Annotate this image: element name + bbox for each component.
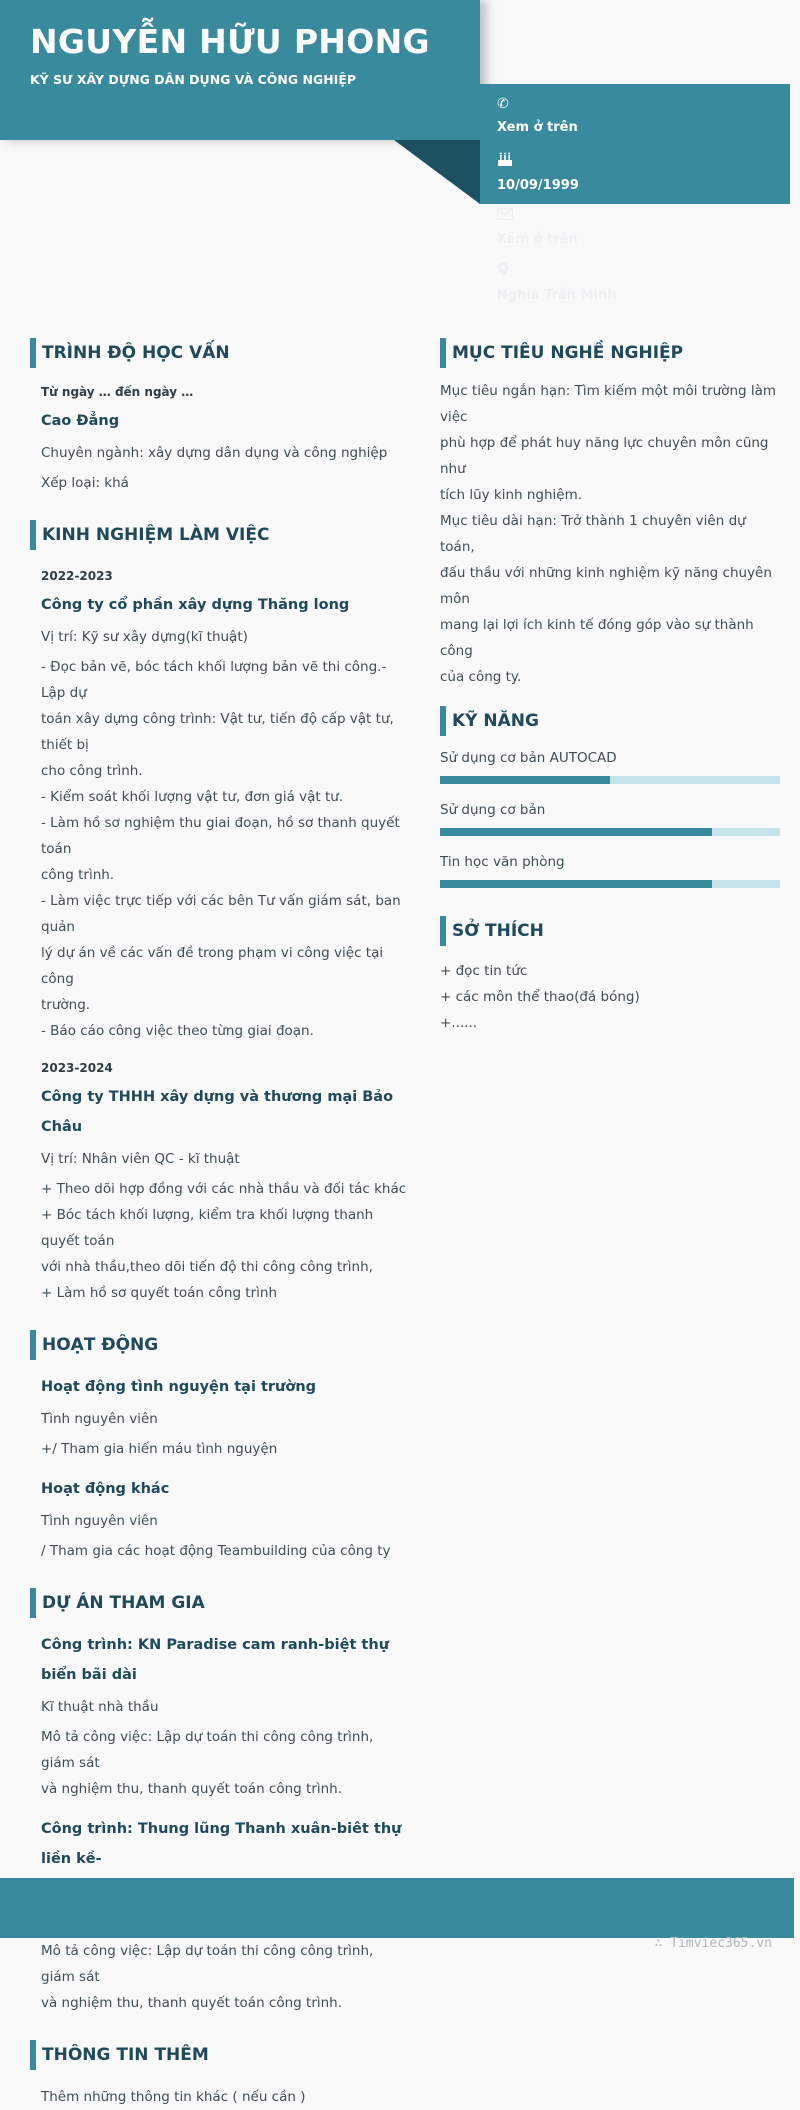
skill-item xyxy=(440,798,780,836)
header-banner xyxy=(0,0,480,140)
watermark: ∴ Timviec365.vn xyxy=(654,1936,772,1951)
additional-info-text: Thêm những thông tin khác ( nếu cần ) xyxy=(41,2089,306,2105)
right-column xyxy=(440,338,780,1036)
education-grade: Xếp loại: khá xyxy=(41,475,129,491)
activity-role: Tình nguyên viên xyxy=(41,1411,158,1427)
project-title: Công trình: KN Paradise cam ranh-biệt thự biển bãi dài xyxy=(41,1637,390,1683)
skills-section xyxy=(440,706,780,888)
hobbies-section xyxy=(440,916,780,1036)
job-company: Công ty THHH xây dựng và thương mại Bảo Châu xyxy=(41,1089,394,1135)
job-duty-line: trường. xyxy=(41,997,91,1013)
job-duty-line: + Làm hồ sơ quyết toán công trình xyxy=(41,1285,278,1301)
candidate-name: NGUYỄN HỮU PHONG xyxy=(30,22,430,61)
activity-role: Tình nguyên viên xyxy=(41,1513,158,1529)
job-company: Công ty cổ phần xây dựng Thăng long xyxy=(41,597,350,613)
objective-line: tích lũy kinh nghiệm. xyxy=(440,487,583,503)
activity-entry xyxy=(30,1372,410,1462)
objective-text xyxy=(440,378,780,690)
job-duty-line: + Bóc tách khối lượng, kiểm tra khối lượng thanh quyết toán xyxy=(41,1207,374,1249)
contact-address xyxy=(497,262,617,304)
job-duty-line: + Theo dõi hợp đồng với các nhà thầu và đối tác khác xyxy=(41,1181,407,1197)
skill-name: Sử dụng cơ bản xyxy=(440,802,546,818)
activity-desc: / Tham gia các hoạt động Teambuilding của công ty xyxy=(41,1543,391,1559)
project-desc-line: Mô tả công việc: Lập dự toán thi công công trình, giám sát xyxy=(41,1729,374,1771)
birthday-cake-icon xyxy=(497,152,579,170)
education-major: Chuyên ngành: xây dựng dân dụng và công nghiệp xyxy=(41,445,388,461)
job-period: 2022-2023 xyxy=(41,569,113,583)
section-heading: HOẠT ĐỘNG xyxy=(30,1330,410,1360)
section-heading: KINH NGHIỆM LÀM VIỆC xyxy=(30,520,410,550)
project-desc-line: và nghiệm thu, thanh quyết toán công trình. xyxy=(41,1995,343,2011)
job-entry xyxy=(30,566,410,1044)
section-heading: THÔNG TIN THÊM xyxy=(30,2040,410,2070)
footer-bar xyxy=(0,1878,794,1938)
skill-bar xyxy=(440,828,780,836)
job-duty-line: - Kiểm soát khối lượng vật tư, đơn giá vật tư. xyxy=(41,789,344,805)
job-duty-line: - Đọc bản vẽ, bóc tách khối lượng bản vẽ thi công.- Lập dự xyxy=(41,659,387,701)
job-duty-line: với nhà thầu,theo dõi tiến độ thi công công trình, xyxy=(41,1259,373,1275)
activity-desc: +/ Tham gia hiến máu tình nguyện xyxy=(41,1441,278,1457)
contact-birthday xyxy=(497,152,579,194)
header-fold-corner xyxy=(394,140,480,204)
objective-section xyxy=(440,338,780,690)
objective-line: mang lại lợi ích kinh tế đóng góp vào sự thành công xyxy=(440,617,754,659)
job-duties xyxy=(30,1176,410,1306)
job-duty-line: - Báo cáo công việc theo từng giai đoạn. xyxy=(41,1023,314,1039)
objective-line: của công ty. xyxy=(440,669,522,685)
candidate-title: KỸ SƯ XÂY DỰNG DÂN DỤNG VÀ CÔNG NGHIỆP xyxy=(30,72,357,87)
hobby-item: + các môn thể thao(đá bóng) xyxy=(440,989,640,1005)
hobby-item: +...... xyxy=(440,1015,478,1031)
contact-email xyxy=(497,208,578,248)
skill-bar xyxy=(440,776,780,784)
additional-info-section xyxy=(30,2040,410,2110)
contact-birthday-value: 10/09/1999 xyxy=(497,178,579,193)
job-duty-line: - Làm hồ sơ nghiệm thu giai đoạn, hồ sơ thanh quyết toán xyxy=(41,815,400,857)
objective-line: Mục tiêu ngắn hạn: Tìm kiếm một môi trường làm việc xyxy=(440,383,777,425)
skill-name: Tin học văn phòng xyxy=(440,854,565,870)
contact-address-value: Nghĩa Trần Minh xyxy=(497,288,617,303)
education-period: Từ ngày … đến ngày … xyxy=(41,385,194,399)
education-section xyxy=(30,338,410,496)
job-position: Vị trí: Nhân viên QC - kĩ thuật xyxy=(41,1151,240,1167)
job-duty-line: toán xây dựng công trình: Vật tư, tiến độ cấp vật tư, thiết bị xyxy=(41,711,394,753)
project-title: Công trình: Thung lũng Thanh xuân-biêt thự liền kề- xyxy=(41,1821,402,1867)
job-duty-line: cho công trình. xyxy=(41,763,143,779)
job-duties xyxy=(30,654,410,1044)
section-heading: DỰ ÁN THAM GIA xyxy=(30,1588,410,1618)
skill-bar-fill xyxy=(440,828,712,836)
skill-item xyxy=(440,746,780,784)
left-column xyxy=(30,338,410,2110)
skill-item xyxy=(440,850,780,888)
job-duty-line: lý dự án về các vấn đề trong phạm vi công việc tại công xyxy=(41,945,384,987)
objective-line: phù hợp để phát huy năng lực chuyên môn cũng như xyxy=(440,435,769,477)
experience-section xyxy=(30,520,410,1306)
contact-email-value: Xem ở trên xyxy=(497,232,578,247)
section-heading: TRÌNH ĐỘ HỌC VẤN xyxy=(30,338,410,368)
skill-name: Sử dụng cơ bản AUTOCAD xyxy=(440,750,617,766)
hobbies-list xyxy=(440,958,780,1036)
job-duty-line: - Làm việc trực tiếp với các bên Tư vấn giám sát, ban quản xyxy=(41,893,401,935)
skill-bar-fill xyxy=(440,880,712,888)
map-marker-icon xyxy=(497,262,617,280)
phone-icon: ✆ xyxy=(497,96,509,112)
activity-entry xyxy=(30,1474,410,1564)
hobby-item: + đọc tin tức xyxy=(440,963,528,979)
objective-line: Mục tiêu dài hạn: Trở thành 1 chuyên viên dự toán, xyxy=(440,513,746,555)
projects-section xyxy=(30,1588,410,2016)
skill-bar-fill xyxy=(440,776,610,784)
activity-title: Hoạt động tình nguyện tại trường xyxy=(41,1379,317,1395)
job-period: 2023-2024 xyxy=(41,1061,113,1075)
project-role: Kĩ thuật nhà thầu xyxy=(41,1699,159,1715)
job-entry xyxy=(30,1058,410,1306)
objective-line: đấu thầu với những kinh nghiệm kỹ năng chuyên môn xyxy=(440,565,772,607)
activity-title: Hoạt động khác xyxy=(41,1481,170,1497)
section-heading: MỤC TIÊU NGHỀ NGHIỆP xyxy=(440,338,780,368)
section-heading: SỞ THÍCH xyxy=(440,916,780,946)
activities-section xyxy=(30,1330,410,1564)
job-position: Vị trí: Kỹ sư xây dựng(kĩ thuật) xyxy=(41,629,248,645)
project-desc-line: Mô tả công việc: Lập dự toán thi công công trình, giám sát xyxy=(41,1943,374,1985)
section-heading: KỸ NĂNG xyxy=(440,706,780,736)
job-duty-line: công trình. xyxy=(41,867,115,883)
education-school: Cao Đẳng xyxy=(41,413,120,429)
skill-bar xyxy=(440,880,780,888)
project-entry xyxy=(30,1630,410,1802)
project-desc-line: và nghiệm thu, thanh quyết toán công trình. xyxy=(41,1781,343,1797)
contact-phone xyxy=(497,96,578,136)
contact-phone-value: Xem ở trên xyxy=(497,120,578,135)
envelope-icon xyxy=(497,208,578,224)
